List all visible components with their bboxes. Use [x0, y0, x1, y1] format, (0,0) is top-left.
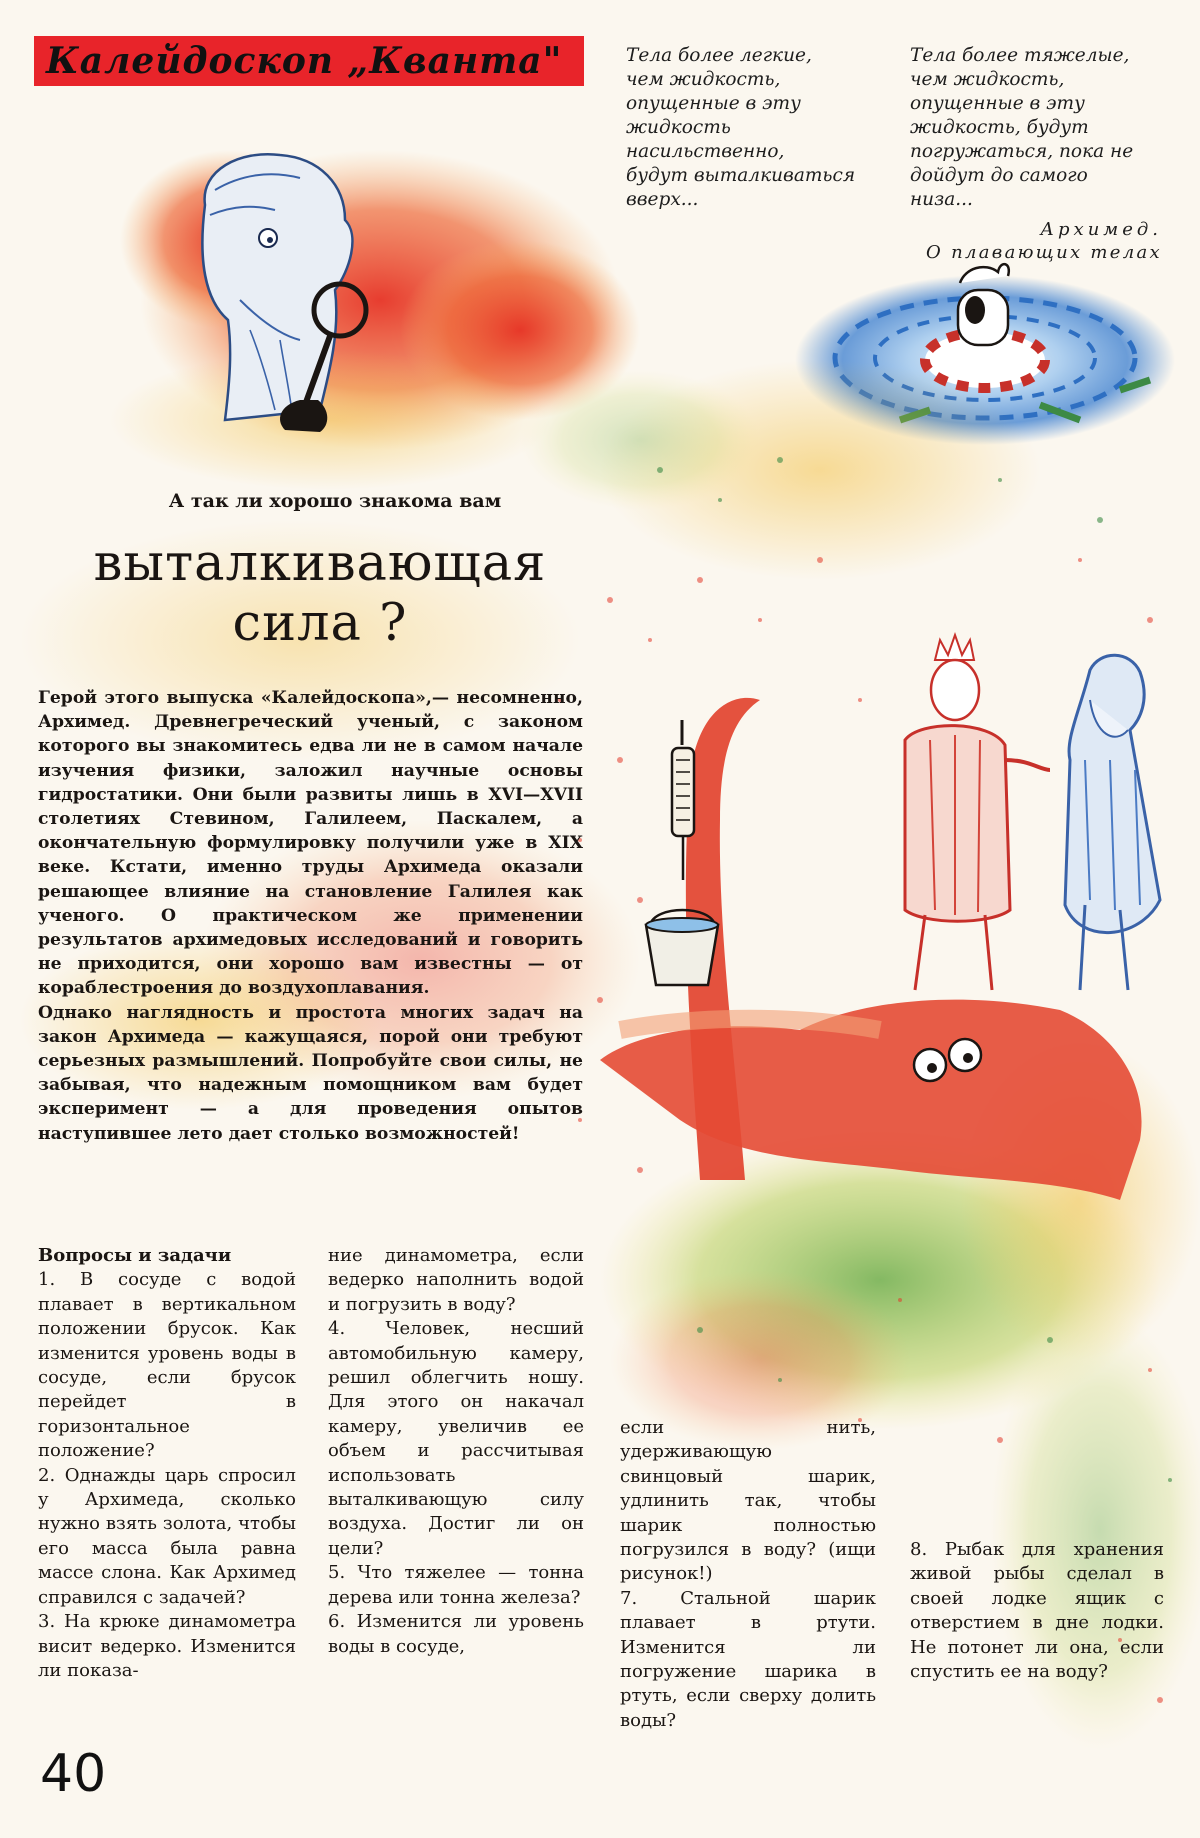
- epigraph-line: будут выталкиваться: [626, 165, 856, 186]
- epigraph-author: Архимед.: [1040, 219, 1162, 240]
- question-item: 3. На крюке динамометра висит ведерко. Изменится ли показа-: [38, 1611, 296, 1681]
- epigraph-line: дойдут до самого: [910, 165, 1088, 186]
- epigraph-line: опущенные в эту: [626, 93, 801, 114]
- question-item: 8. Рыбак для хранения живой рыбы сделал в своей лодке ящик с отверстием в дне лодки. Не потонет ли она, если спустить ее на воду?: [910, 1539, 1164, 1683]
- sea-monster-illustration: [600, 635, 1160, 1200]
- question-item: 2. Однажды царь спросил у Архимеда, сколько нужно взять золота, чтобы его масса была равна массе слона. Как Архимед справился с задачей?: [38, 1464, 296, 1608]
- article-paragraph: Герой этого выпуска «Калейдоскопа»,— несомненно, Архимед. Древнегреческий ученый, с законом которого вы знакомитесь едва ли не в самом начале изучения физики, заложил научные основы гидростатики. Они были развиты лишь в XVI—XVII столетиях Стевином, Галилеем, Паскалем, а окончательную формулировку получили уже в XIX веке. Кстати, именно труды Архимеда оказали решающее влияние на становление Галилея как ученого. О практическом же применении результатов архимедовых исследований и говорить не приходится, они хорошо вам известны — от кораблестроения до воздухоплавания.: [38, 688, 583, 999]
- epigraph-line: чем жидкость,: [910, 69, 1065, 90]
- question-item: 1. В сосуде с водой плавает в вертикальном положении брусок. Как изменится уровень воды в сосуде, если брусок перейдет в горизонтальное положение?: [38, 1269, 296, 1462]
- epigraph-line: вверх...: [626, 189, 699, 210]
- epigraph-line: чем жидкость,: [626, 69, 781, 90]
- page-title: Калейдоскоп „Кванта": [46, 40, 563, 82]
- questions-column-2: [328, 1244, 584, 1659]
- epigraph-left: [626, 44, 896, 212]
- article-kicker: А так ли хорошо знакома вам: [168, 490, 502, 512]
- question-item: 7. Стальной шарик плавает в ртути. Изменится ли погружение шарика в ртуть, если сверху долить воды?: [620, 1587, 876, 1731]
- epigraph-line: погружаться, пока не: [910, 141, 1134, 162]
- questions-column-3: [620, 1416, 876, 1733]
- epigraph-right: [910, 44, 1175, 212]
- epigraph-line: жидкость, будут: [910, 117, 1089, 138]
- question-item: ние динамометра, если ведерко наполнить водой и погрузить в воду?: [328, 1245, 584, 1315]
- questions-column-4: [910, 1538, 1164, 1684]
- question-item: 6. Изменится ли уровень воды в сосуде,: [328, 1611, 584, 1657]
- questions-heading: Вопросы и задачи: [38, 1245, 232, 1266]
- epigraph-line: жидкость: [626, 117, 731, 138]
- questions-column-1: [38, 1244, 296, 1683]
- epigraph-line: Тела более легкие,: [626, 45, 812, 66]
- article-title-line: сила ?: [232, 594, 408, 653]
- epigraph-line: опущенные в эту: [910, 93, 1085, 114]
- question-item: 4. Человек, несший автомобильную камеру, решил облегчить ношу. Для этого он накачал камеру, увеличив ее объем и рассчитывая использовать выталкивающую силу воздуха. Достиг ли он цели?: [328, 1318, 584, 1559]
- epigraph-line: Тела более тяжелые,: [910, 45, 1130, 66]
- epigraph-line: низа...: [910, 189, 973, 210]
- question-item: если нить, удерживающую свинцовый шарик, удлинить так, чтобы шарик полностью погрузился в воду? (ищи рисунок!): [620, 1417, 876, 1585]
- article-title-line: выталкивающая: [93, 534, 547, 593]
- article-title: [60, 534, 580, 654]
- article-body: [38, 686, 583, 1146]
- epigraph-source: О плавающих телах: [926, 242, 1162, 263]
- question-item: 5. Что тяжелее — тонна дерева или тонна железа?: [328, 1562, 584, 1608]
- page-number: 40: [40, 1744, 107, 1804]
- article-paragraph: Однако наглядность и простота многих задач на закон Архимеда — кажущаяся, порой они требуют серьезных размышлений. Попробуйте свои силы, не забывая, что надежным помощником вам будет эксперимент — а для проведения опытов наступившее лето дает столько возможностей!: [38, 1002, 583, 1144]
- epigraph-line: насильственно,: [626, 141, 785, 162]
- epigraph-attribution: [900, 218, 1162, 264]
